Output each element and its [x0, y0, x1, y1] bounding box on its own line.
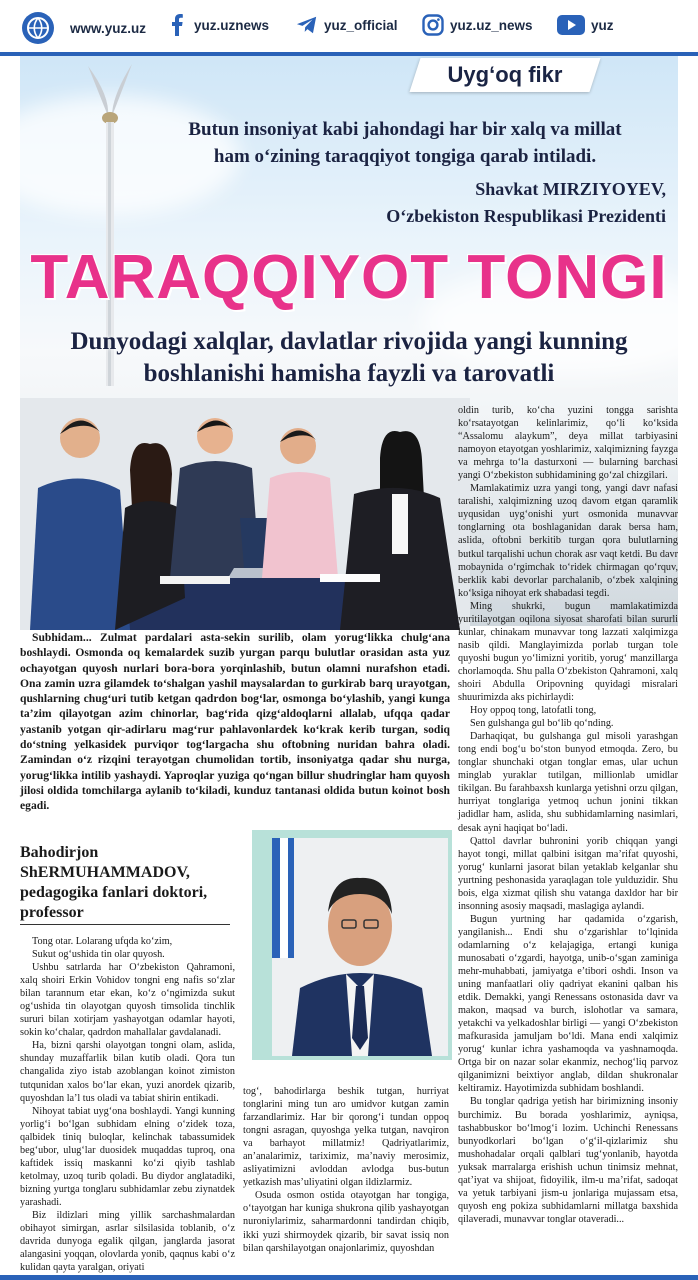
paragraph: Ming shukrki, bugun mamlakatimizda yuritilayotgan oqilona siyosat sharofati bilan sururli kunlar, chinakam munavvar tong lazzati xalqimizga nasib qildi. Manglayimizda porlab turgan tole quyoshi bugun yo‘limizni yoritib, yorug‘ manzillarga chorlamoqda. Shu palla O‘zbekiston Qahramoni, xalq shoiri Abdulla Oripovning quyidagi misralari shuurimizda aks pichirlaydi:: [458, 600, 678, 704]
poem-line: Sen gulshanga gul bo‘lib qo‘nding.: [470, 718, 614, 730]
lead-paragraph: [20, 630, 450, 814]
sub-headline: Dunyodagi xalqlar, davlatlar rivojida yangi kunning boshlanishi hamisha fayzli va tarovatli: [70, 328, 628, 387]
telegram-link[interactable]: [296, 14, 398, 36]
main-headline: TARAQQIYOT TONGI: [30, 243, 668, 312]
byline-degree: pedagogika fanlari doktori,: [20, 884, 208, 901]
facebook-link[interactable]: [166, 14, 269, 36]
lead-text: Subhidam... Zulmat pardalari asta-sekin surilib, olam yorug‘likka chulg‘ana boshlaydi. Osmonda oq kemalardek suzib yurgan parqu bulutlar orasidan asta yuz ochayotgan quyosh nurlari bora-bora yorqinlashib, butun olamni nurafshon etadi. Ona zamin uzra gilamdek to‘shalgan yashil maysalardan to gurkirab barq urayotgan, qushlarning chug‘uri tutib ketgan qadrdon bog‘lar, osmonga bo‘ylashib, yangi kunga ta’zim qilayotgan azim chinorlar, bag‘rida qizg‘aldoqlarni allalab, ufqqa qadar yastanib yotgan qir-adirlaru mag‘rur pahlavonlardek ko‘krak kerib turgan, sodiq do‘stning yelkasidek purviqor tog‘largacha shu oftobning nuridan bahra oladi. Zamindan o‘z rizqini terayotgan chumolidan tortib, insoniyatga qadar shu nurga, yorug‘likka intilib yashaydi. Yaproqlar yuziga qo‘ngan billur shudringlar ham quyosh jilosi oldida tomchilarga aylanib to‘kiladi, kunduz tantanasi oldida butun koinot bosh egadi.: [20, 631, 450, 813]
author-name: Shavkat MIRZIYOYEV,: [475, 179, 666, 199]
youtube-handle[interactable]: yuz: [591, 17, 614, 33]
facebook-handle[interactable]: yuz.uznews: [194, 17, 270, 33]
poem-line: Sukut og‘ushida tin olar quyosh.: [32, 949, 165, 961]
poem-line: Hoy oppoq tong, latofatli tong,: [470, 705, 597, 717]
instagram-icon: [422, 14, 444, 36]
paragraph: Ha, bizni qarshi olayotgan tongni olam, aslida, shunday muzaffarlik bilan kutib oladi. Qora tun changalida ziyo istab azoblangan koinot zimiston tutqunidan xalos bo‘lar ekan, yuzi anordek qizarib, quyoshdan la’l tus oladi va tabiat shirin entikadi.: [20, 1040, 235, 1104]
facebook-icon: [166, 14, 188, 36]
paragraph: Osuda osmon ostida otayotgan har tongiga, o‘tayotgan har kuniga shukrona qilib yashayotgan nuroniylarimiz, saharmardonni tandirdan chiqib, ikki yuzi shirmoydek qizarib, bir savat issiq non bilan qarshilayotgan onajonlarimiz, quyoshdan: [243, 1190, 449, 1254]
site-link[interactable]: [20, 10, 146, 46]
site-url[interactable]: www.yuz.uz: [70, 20, 147, 36]
middle-column: [243, 1085, 449, 1255]
social-bar: [0, 0, 698, 56]
author-title: O‘zbekiston Respublikasi Prezidenti: [386, 206, 666, 226]
paragraph: Nihoyat tabiat uyg‘ona boshlaydi. Yangi kunning yorlig‘i bo‘lgan subhidam elning o‘zidek toza, qalbidek tiniq buloqlar, kelinchak tabassumidek beg‘ubor, ulug‘lar duosidek muqaddas tuproq, ona kaftidek issiq maskanni ko‘zi qiyib tashlab ketolmay, uzoq turib qoladi. Bu diydor anglatadiki, bizning yurtga tonglaru subhidamlar zebu ziynatdek yarashadi.: [20, 1105, 235, 1208]
epigraph-author: [250, 176, 666, 230]
paragraph: Bu tonglar qadriga yetish har birimizning insoniy burchimiz. Bu borada yoshlarimiz, ayniqsa, tashabbuskor bo‘lmog‘i lozim. Uchinchi Renessans bunyodkorlari bo‘lgan o‘g‘il-qizlarimiz shu mushohadalar orqali qalblari tug‘yonlanib, hayotda yuksak marralarga erishish uchun tinimsiz mehnat, qat’iyat va shijoat, fidoyilik, ilm-u ma’rifat, sadoqat va yetuk tarbiyani jism-u jonlariga mujassam etsa, quyosh eng pokiza subhidamlarni millatga baxshida qilaveradi, munavvar tonglar otaveradi...: [458, 1096, 678, 1225]
epigraph-quote: Butun insoniyat kabi jahondagi har bir xalq va millat ham o‘zining taraqqiyot tongiga qarab intiladi.: [188, 119, 622, 167]
author-byline: [20, 843, 230, 923]
divider: [20, 924, 230, 925]
bottom-bar: [0, 1275, 698, 1280]
author-portrait: [272, 838, 448, 1056]
paragraph: Darhaqiqat, bu gulshanga gul misoli yarashgan tong endi bog‘u bo‘ston bunyod etmoqda. Zero, bu tonglar shunchaki otgan tonglar emas, ular uchun minglab yuraklar tutilgan, millionlab umidlar tikilgan. Bu farahbaxsh kunlarga yetishni orzu qilgan, hurriyat tonglariga yetmoq uchun jonini tikkan jadidlar ham, aslida, shu subhidamlarning nasimlari, desak ayni haqiqat bo‘ladi.: [458, 731, 678, 834]
youtube-icon: [557, 14, 585, 36]
section-tag: Uyg‘oq fikr: [447, 62, 563, 87]
instagram-link[interactable]: [422, 14, 533, 36]
youtube-link[interactable]: [557, 14, 614, 36]
paragraph: Qattol davrlar buhronini yorib chiqqan yangi hayot tongi, millat qalbini isitgan ma’rifat quyoshi, yorug‘ kunlarni jasorat bilan yetaklab kelganlar shu yurtning peshonasida yaraqlagan tole yulduzidir. Shu bois, elga xizmat qilish shu vatanga daxldor har bir insonning asosiy maqsadi, maslagiga aylandi.: [458, 835, 678, 912]
right-column: [458, 404, 678, 1226]
paragraph: tog‘, bahodirlarga beshik tutgan, hurriyat tonglarini ming tun aro umidvor kutgan zamin farzandlarimiz. Har bir qorong‘i tundan oppoq tongni asragan, quyoshga yelka tutgan, navqiron va barhayot millatmiz! Qadriyatlarimiz, an’analarimiz, tariximiz, ma’naviy merosimiz, asliyatimizni avloddan avlodga bus-butun yetkazish mas’uliyatini olgan ildizlarmiz.: [243, 1086, 449, 1189]
paragraph: Biz ildizlari ming yillik sarchashmalardan obihayot simirgan, asrlar silsilasida toblanib, o‘z davrida dunyoga egalik qilgan, janglarda jasorat alangasini yoqqan, olovlarda yonib, qaqnus kabi o‘z kulidan qayta yaralgan, oriyati: [20, 1209, 235, 1274]
instagram-handle[interactable]: yuz.uz_news: [450, 17, 533, 33]
paragraph: Bugun yurtning har qadamida o‘zgarish, yangilanish... Endi shu o‘zgarishlar to‘lqinida odamlarning o‘z kelajagiga, ertangi kuniga munosabati o‘zgardi, hayotga, unib-o‘sgan zaminiga mehr-muhabbati, jamiyatga e’tibori oshdi. Inson va uning manfaatlari oliy qadriyat ekanini qalban his etdik. Demakki, yangi Renessans ostonasida davr va makon, maqsad va burch, islohotlar va samara, yetakchi va yelkadoshlar birligi — yangi O‘zbekiston mafkurasida jamuljam bo‘ldi. Mana endi xalqimiz yorug‘ kunlar ichra yashamoqda va yashnamoqda. Ortga bir on nazar solar ekanmiz, nechog‘liq parvoz qilganimizni beixtiyor anglab, dildan shukronalar keltiramiz. Hayotimizda subhidam boshlandi.: [458, 913, 678, 1095]
byline-first-name: Bahodirjon: [20, 844, 99, 861]
left-column: [20, 935, 235, 1274]
paragraph: oldin turib, ko‘cha yuzini tongga sarishta ko‘rsatayotgan kelinlarimiz, qo‘li ko‘ksida “Assalomu alaykum”, deya millat tarbiyasini namoyon etayotgan yoshlarimiz, xalqimizning fayzga va mehrga to‘la dasturxoni — bularning barchasi yangi O‘zbekiston subhidamining go‘zal chizgilari.: [458, 405, 678, 482]
paragraph: Mamlakatimiz uzra yangi tong, yangi davr nafasi taralishi, xalqimizning uzoq davom etgan qaramlik uyqusidan uyg‘onishi yurt osmonida munavvar tonglarning ota boshlaganidan darak bersa ham, aslida, oftobni berkitib turgan qora bulutlarning butkul tarqalishi uchun chorak asr vaqt ketdi. Bu davr mobaynida o‘rgimchak to‘ridek chirmagan qo‘rquv, berklik kabi devorlar parchalanib, o‘zbek xalqining ko‘ksiga nihoyat erk shabadasi tegdi.: [458, 483, 678, 599]
students-photo: [20, 398, 470, 630]
poem-line: Tong otar. Lolarang ufqda ko‘zim,: [32, 936, 173, 947]
byline-rank: professor: [20, 904, 84, 921]
byline-last-name: ShERMUHAMMADOV,: [20, 864, 190, 881]
telegram-handle[interactable]: yuz_official: [324, 17, 398, 33]
telegram-icon: [296, 14, 318, 36]
globe-icon: [20, 10, 56, 46]
paragraph: Ushbu satrlarda har O‘zbekiston Qahramoni, xalq shoiri Erkin Vohidov tongni eng nafis so‘zlar bilan tarannum etar ekan, ko‘z o‘ngimizda sukut og‘ushida tin olayotgan quyosh timsolida tinchlik sururi bilan xotirjam yashayotgan odamlar hayoti, sokin ko‘chalar, qadrdon mahallalar gavdalanadi.: [20, 962, 235, 1039]
